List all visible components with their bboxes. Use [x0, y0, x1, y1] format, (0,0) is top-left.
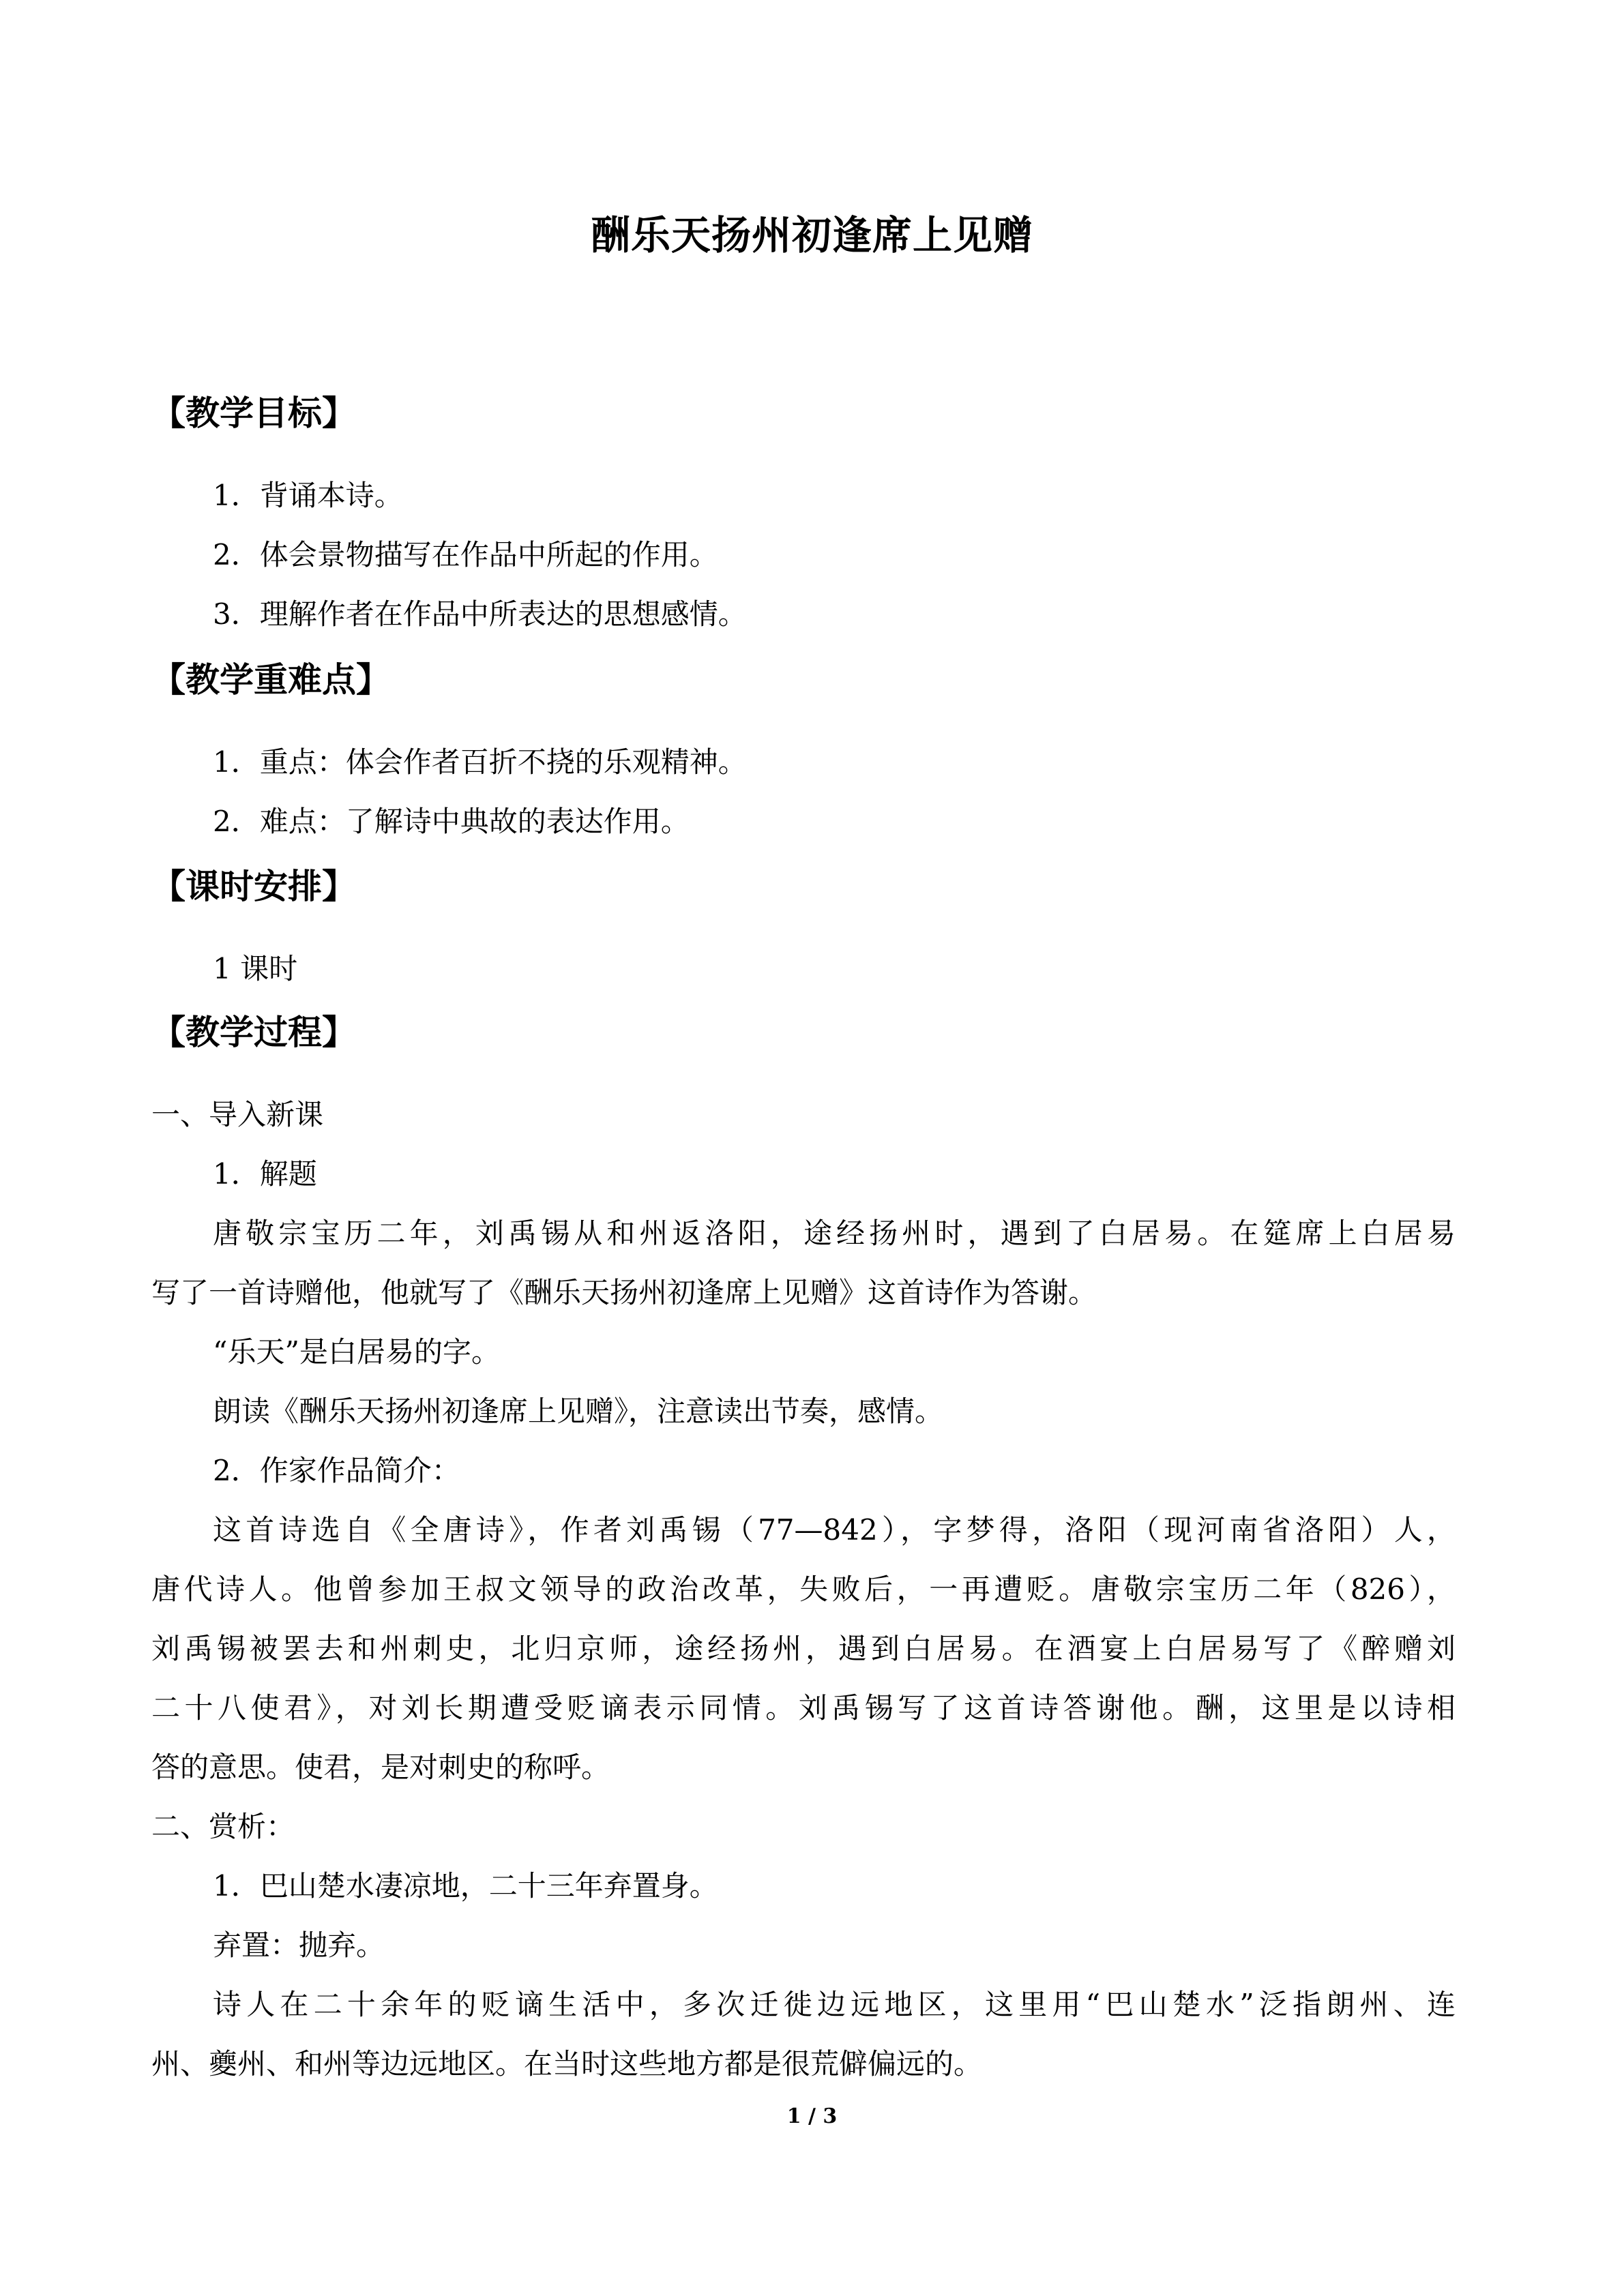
subsection-title: 1．解题	[213, 1157, 317, 1191]
paragraph-line: 唐代诗人。他曾参加王叔文领导的政治改革，失败后，一再遭贬。唐敬宗宝历二年（826），	[151, 1572, 1456, 1606]
analysis-verse: 1．巴山楚水凄凉地，二十三年弃置身。	[213, 1869, 718, 1903]
section-heading-schedule: 【课时安排】	[151, 867, 356, 906]
goal-item: 3．理解作者在作品中所表达的思想感情。	[213, 597, 747, 631]
paragraph: 朗读《酬乐天扬州初逢席上见赠》，注意读出节奏，感情。	[213, 1395, 944, 1428]
goal-item: 2．体会景物描写在作品中所起的作用。	[213, 538, 718, 571]
subsection-title: 2．作家作品简介：	[213, 1454, 460, 1487]
paragraph-line: 州、夔州、和州等边远地区。在当时这些地方都是很荒僻偏远的。	[151, 2047, 983, 2081]
page-number: 1 / 3	[786, 2104, 838, 2128]
section-heading-key-points: 【教学重难点】	[151, 660, 390, 700]
key-point-item: 1．重点：体会作者百折不挠的乐观精神。	[213, 745, 747, 779]
paragraph-line: 诗人在二十余年的贬谪生活中，多次迁徙边远地区，这里用“巴山楚水”泛指朗州、连	[213, 1988, 1456, 2021]
paragraph: “乐天”是白居易的字。	[213, 1335, 500, 1369]
section-heading-goals: 【教学目标】	[151, 393, 356, 433]
schedule-text: 1 课时	[213, 952, 298, 985]
paragraph-line: 唐敬宗宝历二年，刘禹锡从和州返洛阳，途经扬州时，遇到了白居易。在筵席上白居易	[213, 1217, 1456, 1250]
key-point-item: 2．难点：了解诗中典故的表达作用。	[213, 805, 690, 838]
document-title: 酬乐天扬州初逢席上见赠	[590, 212, 1033, 258]
part-title: 一、导入新课	[151, 1098, 324, 1131]
gloss-text: 弃置：抛弃。	[213, 1928, 385, 1962]
section-heading-process: 【教学过程】	[151, 1013, 356, 1052]
paragraph-line: 二十八使君》，对刘长期遭受贬谪表示同情。刘禹锡写了这首诗答谢他。酬，这里是以诗相	[151, 1691, 1456, 1725]
paragraph-line: 答的意思。使君，是对刺史的称呼。	[151, 1750, 610, 1784]
goal-item: 1．背诵本诗。	[213, 479, 403, 512]
paragraph-line: 这首诗选自《全唐诗》，作者刘禹锡（77—842），字梦得，洛阳（现河南省洛阳）人，	[213, 1513, 1456, 1547]
part-title: 二、赏析：	[151, 1810, 295, 1843]
paragraph-line: 写了一首诗赠他，他就写了《酬乐天扬州初逢席上见赠》这首诗作为答谢。	[151, 1276, 1097, 1309]
paragraph-line: 刘禹锡被罢去和州刺史，北归京师，途经扬州，遇到白居易。在酒宴上白居易写了《醉赠刘	[151, 1632, 1456, 1665]
